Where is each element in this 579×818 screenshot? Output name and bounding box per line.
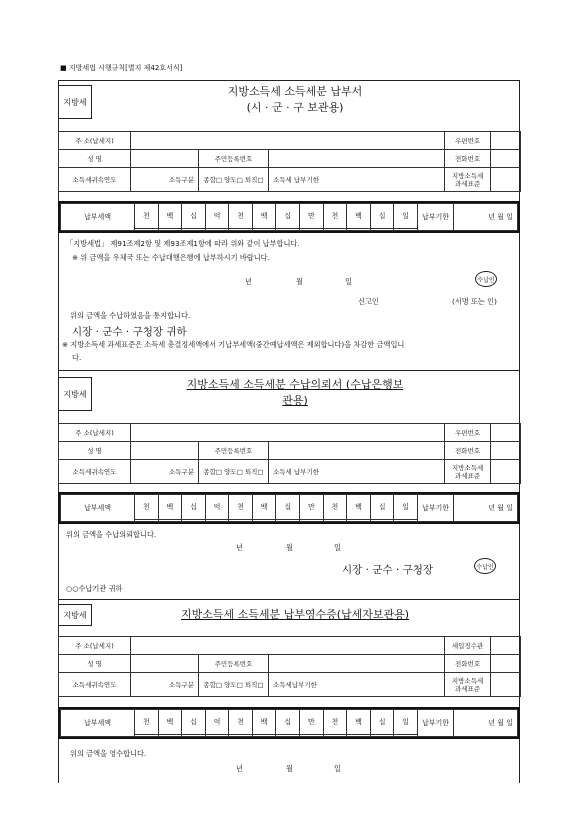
section2-amount-box [58, 492, 520, 524]
digit-2: 십 [182, 495, 206, 520]
year-label: 소득세귀속연도 [59, 673, 131, 697]
requested-text: 위의 금액을 수납의뢰합니다. [66, 530, 157, 539]
taxbase-label-1: 지방소득세 [451, 676, 484, 685]
due-label: 납부기한 [418, 495, 454, 522]
date-day: 일 [345, 277, 352, 286]
rrn-field[interactable] [269, 655, 445, 673]
digit-9: 백 [347, 495, 371, 520]
section-divider-2 [58, 599, 520, 600]
name-label: 성 명 [59, 655, 131, 673]
address-label: 주 소(납세지) [59, 132, 131, 150]
collector-field[interactable] [491, 637, 521, 655]
collector-label: 세입징수관 [445, 637, 491, 655]
date-year: 년 [245, 277, 252, 286]
amount-label: 납부세액 [61, 495, 135, 522]
address-field[interactable] [131, 637, 445, 655]
digit-9: 백 [347, 204, 371, 229]
deadline-tax-label: 소득세 납부기한 [269, 168, 445, 192]
name-label: 성 명 [59, 150, 131, 168]
postal-label: 우편번호 [445, 132, 491, 150]
rrn-label: 주민등록번호 [199, 655, 269, 673]
section1-amount-box [58, 201, 520, 233]
name-field[interactable] [131, 655, 199, 673]
amount-cell[interactable] [229, 734, 253, 736]
amount-cell[interactable] [300, 228, 324, 230]
phone-field[interactable] [491, 150, 521, 168]
due-field[interactable]: 년 월 일 [454, 495, 518, 522]
due-label: 납부기한 [418, 710, 454, 737]
form-header: ■ 지방세법 시행규칙[별지 제42호서식] [60, 64, 183, 72]
due-label: 납부기한 [418, 204, 454, 231]
phone-label: 전화번호 [445, 655, 491, 673]
mayor-signature: 시장 · 군수 · 구청장 [342, 564, 434, 576]
amount-cell[interactable] [276, 228, 300, 230]
digit-0: 천 [135, 710, 159, 735]
amount-label: 납부세액 [61, 710, 135, 737]
name-field[interactable] [131, 442, 199, 460]
amount-cell[interactable] [252, 734, 276, 736]
due-field[interactable]: 년 월 일 [454, 710, 518, 737]
income-type-options[interactable]: 종합□ 양도□ 퇴직□ [199, 460, 269, 484]
deadline-tax-label: 소득세납부기한 [269, 673, 445, 697]
taxbase-label-2: 과세표준 [455, 179, 481, 188]
date-year: 년 [236, 543, 243, 552]
date-day: 일 [334, 543, 341, 552]
amount-cell[interactable] [347, 519, 371, 521]
section-divider-1 [58, 370, 520, 371]
tax-tag-1: 지방세 [58, 85, 92, 119]
filer-label: 신고인 [358, 297, 379, 306]
taxbase-label-1: 지방소득세 [451, 171, 484, 180]
income-type-options[interactable]: 종합□ 양도□ 퇴직□ [199, 673, 269, 697]
digit-5: 백 [252, 495, 276, 520]
amount-cell[interactable] [347, 734, 371, 736]
digit-10: 십 [370, 495, 394, 520]
digit-4: 천 [229, 495, 253, 520]
digit-2: 십 [182, 710, 206, 735]
amount-cell[interactable] [323, 519, 347, 521]
digit-5: 백 [252, 710, 276, 735]
digit-7: 만 [300, 495, 324, 520]
rrn-field[interactable] [269, 442, 445, 460]
stamp-circle-1: 수납인 [475, 271, 497, 287]
date-month: 월 [296, 277, 303, 286]
section1-info-table [58, 131, 521, 192]
section2-title-line2: 관용) [282, 394, 308, 407]
amount-cell[interactable] [158, 228, 182, 230]
digit-10: 십 [370, 710, 394, 735]
digit-4: 천 [229, 204, 253, 229]
year-label: 소득세귀속연도 [59, 168, 131, 192]
amount-cell[interactable] [135, 519, 159, 521]
digit-8: 천 [323, 710, 347, 735]
taxbase-label [445, 673, 491, 697]
rrn-label: 주민등록번호 [199, 442, 269, 460]
amount-cell[interactable] [347, 228, 371, 230]
footnote-line1: ※ 지방소득세 과세표준은 소득세 총결정세액에서 기납부세액(중간예납세액은 제외합니다)을 차감한 금액입니 [62, 340, 405, 349]
amount-cell[interactable] [300, 519, 324, 521]
digit-11: 일 [394, 495, 418, 520]
section1-amount-table [60, 203, 518, 231]
amount-cell[interactable] [252, 228, 276, 230]
notified-text: 위의 금액을 수납하였음을 통지합니다. [70, 311, 191, 320]
amount-cell[interactable] [205, 228, 229, 230]
phone-field[interactable] [491, 655, 521, 673]
amount-cell[interactable] [300, 734, 324, 736]
amount-cell[interactable] [205, 734, 229, 736]
taxbase-label-2: 과세표준 [455, 684, 481, 693]
tax-tag-3: 지방세 [58, 604, 92, 626]
taxbase-label [445, 168, 491, 192]
address-label: 주 소(납세지) [59, 637, 131, 655]
digit-9: 백 [347, 710, 371, 735]
digit-3: 억 [205, 204, 229, 229]
date-month: 월 [286, 543, 293, 552]
digit-8: 천 [323, 495, 347, 520]
section2-title-line1: 지방소득세 소득세분 수납의뢰서 (수납은행보 [186, 378, 404, 391]
section3-title: 지방소득세 소득세분 납부영수증(납세자보관용) [180, 608, 410, 621]
date-year: 년 [236, 764, 243, 773]
amount-cell[interactable] [323, 734, 347, 736]
digit-11: 일 [394, 204, 418, 229]
digit-1: 백 [158, 495, 182, 520]
amount-cell[interactable] [370, 519, 394, 521]
digit-1: 백 [158, 710, 182, 735]
section3-amount-table [60, 709, 518, 737]
amount-cell[interactable] [276, 519, 300, 521]
digit-5: 백 [252, 204, 276, 229]
digit-0: 천 [135, 204, 159, 229]
taxbase-field[interactable] [491, 168, 521, 192]
amount-cell[interactable] [229, 228, 253, 230]
due-field[interactable]: 년 월 일 [454, 204, 518, 231]
digit-6: 십 [276, 495, 300, 520]
taxbase-label-1: 지방소득세 [451, 463, 484, 472]
section1-subtitle: (시 · 군 · 구 보관용) [246, 101, 344, 114]
amount-cell[interactable] [158, 519, 182, 521]
amount-cell[interactable] [182, 519, 206, 521]
phone-field[interactable] [491, 442, 521, 460]
footnote-line2: 다. [72, 353, 82, 362]
digit-6: 십 [276, 710, 300, 735]
section2-info-table [58, 423, 521, 484]
digit-7: 만 [300, 710, 324, 735]
deadline-tax-label: 소득세 납부기한 [269, 460, 445, 484]
amount-cell[interactable] [205, 519, 229, 521]
stamp-circle-2: 수납인 [474, 558, 496, 574]
amount-cell[interactable] [370, 734, 394, 736]
digit-6: 십 [276, 204, 300, 229]
year-label: 소득세귀속연도 [59, 460, 131, 484]
postal-label: 우편번호 [445, 424, 491, 442]
digit-10: 십 [370, 204, 394, 229]
digit-3: 억 [205, 710, 229, 735]
amount-cell[interactable] [370, 228, 394, 230]
phone-label: 전화번호 [445, 150, 491, 168]
phone-label: 전화번호 [445, 442, 491, 460]
section2-title [160, 377, 430, 409]
address-field[interactable] [131, 132, 445, 150]
amount-cell[interactable] [252, 519, 276, 521]
income-type-label: 소득구분 [131, 460, 199, 484]
address-label: 주 소(납세지) [59, 424, 131, 442]
bank-addressee: ○○수납기관 귀하 [66, 584, 123, 593]
digit-4: 천 [229, 710, 253, 735]
payment-note: ※ 위 금액을 우체국 또는 수납대행은행에 납부하시기 바랍니다. [72, 253, 270, 262]
digit-7: 만 [300, 204, 324, 229]
tax-tag-2: 지방세 [58, 377, 92, 411]
taxbase-label-2: 과세표준 [455, 471, 481, 480]
section3-amount-box [58, 707, 520, 739]
income-type-label: 소득구분 [131, 168, 199, 192]
name-field[interactable] [131, 150, 199, 168]
amount-cell[interactable] [394, 228, 418, 230]
name-label: 성 명 [59, 442, 131, 460]
date-month: 월 [286, 764, 293, 773]
postal-field[interactable] [491, 132, 521, 150]
amount-cell[interactable] [182, 228, 206, 230]
amount-cell[interactable] [158, 734, 182, 736]
date-day: 일 [334, 764, 341, 773]
digit-2: 십 [182, 204, 206, 229]
mayor-addressee: 시장 · 군수 · 구청장 귀하 [72, 326, 187, 338]
address-field[interactable] [131, 424, 445, 442]
section1-title-main: 지방소득세 소득세분 납부서 [227, 85, 363, 98]
income-type-options[interactable]: 종합□ 양도□ 퇴직□ [199, 168, 269, 192]
taxbase-field[interactable] [491, 673, 521, 697]
received-text: 위의 금액을 영수합니다. [70, 749, 147, 758]
section2-amount-table [60, 494, 518, 522]
rrn-field[interactable] [269, 150, 445, 168]
sign-label: (서명 또는 인) [452, 297, 497, 306]
section1-title [180, 84, 410, 116]
amount-cell[interactable] [323, 228, 347, 230]
section3-info-table [58, 636, 521, 697]
digit-8: 천 [323, 204, 347, 229]
amount-cell[interactable] [135, 228, 159, 230]
digit-1: 백 [158, 204, 182, 229]
amount-cell[interactable] [394, 519, 418, 521]
taxbase-label [445, 460, 491, 484]
amount-label: 납부세액 [61, 204, 135, 231]
amount-cell[interactable] [229, 519, 253, 521]
amount-cell[interactable] [135, 734, 159, 736]
income-type-label: 소득구분 [131, 673, 199, 697]
digit-0: 천 [135, 495, 159, 520]
rrn-label: 주민등록번호 [199, 150, 269, 168]
taxbase-field[interactable] [491, 460, 521, 484]
digit-3: 억 [205, 495, 229, 520]
law-text: 「지방세법」 제91조제2항 및 제93조제1항에 따라 위와 같이 납부합니다. [66, 239, 300, 248]
amount-cell[interactable] [182, 734, 206, 736]
postal-field[interactable] [491, 424, 521, 442]
digit-11: 일 [394, 710, 418, 735]
amount-cell[interactable] [276, 734, 300, 736]
amount-cell[interactable] [394, 734, 418, 736]
